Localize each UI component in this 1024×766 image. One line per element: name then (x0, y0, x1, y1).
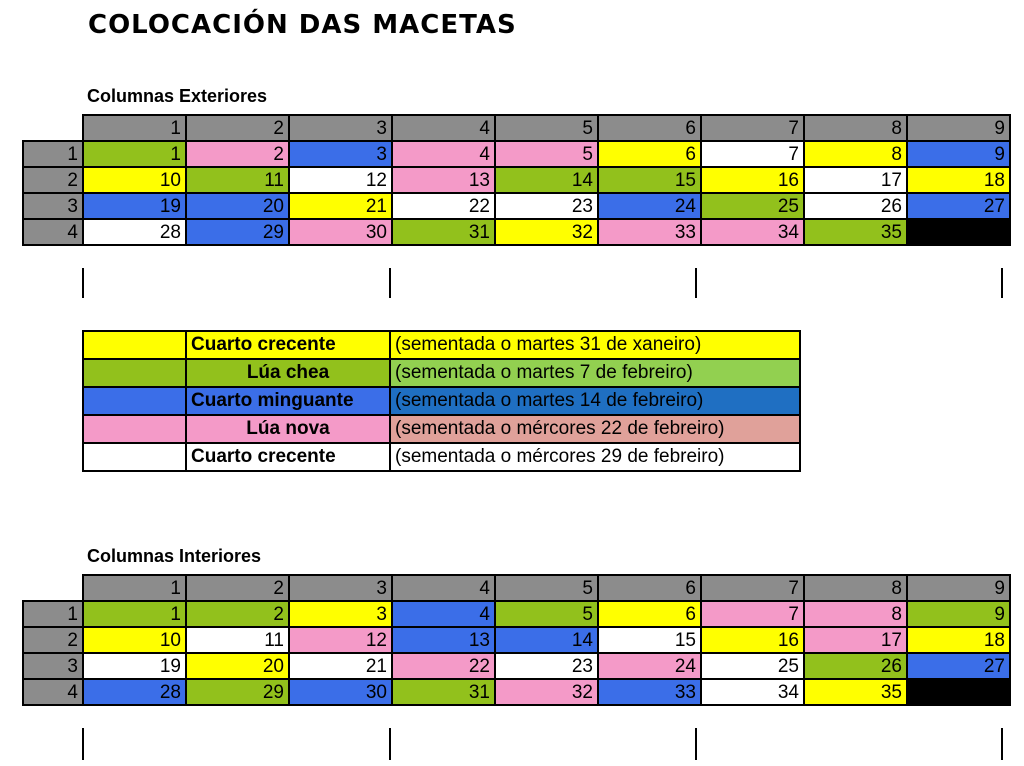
legend-phase-name: Lúa nova (186, 415, 390, 443)
pot-cell: 12 (289, 167, 392, 193)
pot-cell: 15 (598, 167, 701, 193)
legend-row (83, 415, 800, 443)
pot-cell: 10 (83, 167, 186, 193)
pot-cell: 34 (701, 219, 804, 245)
pot-cell: 5 (495, 601, 598, 627)
pot-cell: 26 (804, 193, 907, 219)
pot-cell: 4 (392, 141, 495, 167)
legend-description: (sementada o martes 14 de febreiro) (390, 387, 800, 415)
legend-table (82, 330, 801, 472)
pot-cell: 6 (598, 601, 701, 627)
column-header: 1 (83, 115, 186, 141)
legend-row (83, 443, 800, 471)
row-header: 3 (23, 653, 83, 679)
column-header: 1 (83, 575, 186, 601)
legend-swatch (83, 359, 186, 387)
pot-cell: 5 (495, 141, 598, 167)
column-header: 3 (289, 575, 392, 601)
pot-cell: 21 (289, 193, 392, 219)
pot-cell: 9 (907, 601, 1010, 627)
pot-cell: 17 (804, 167, 907, 193)
column-header: 7 (701, 115, 804, 141)
pot-cell: 29 (186, 679, 289, 705)
pot-cell: 8 (804, 601, 907, 627)
legend-description: (sementada o mércores 22 de febreiro) (390, 415, 800, 443)
exterior-divider-3 (695, 268, 697, 298)
interior-label: Columnas Interiores (87, 546, 262, 566)
exterior-divider-4 (1001, 268, 1003, 298)
pot-cell: 17 (804, 627, 907, 653)
row-header: 4 (23, 219, 83, 245)
legend-swatch (83, 331, 186, 359)
row-header: 3 (23, 193, 83, 219)
legend-row (83, 331, 800, 359)
pot-cell: 31 (392, 219, 495, 245)
pot-cell: 19 (83, 653, 186, 679)
legend-description: (sementada o martes 31 de xaneiro) (390, 331, 800, 359)
row-header: 1 (23, 141, 83, 167)
pot-cell: 21 (289, 653, 392, 679)
grid-corner (23, 575, 83, 601)
column-header: 9 (907, 115, 1010, 141)
legend-phase-name: Cuarto crecente (186, 443, 390, 471)
pot-cell: 14 (495, 627, 598, 653)
interior-divider-3 (695, 728, 697, 760)
column-header: 6 (598, 575, 701, 601)
column-header: 5 (495, 575, 598, 601)
interior-divider-4 (1001, 728, 1003, 760)
pot-cell: 1 (83, 601, 186, 627)
column-header: 8 (804, 575, 907, 601)
pot-cell: 34 (701, 679, 804, 705)
page-title: COLOCACIÓN DAS MACETAS (88, 10, 517, 40)
pot-cell: 27 (907, 193, 1010, 219)
pot-cell: 15 (598, 627, 701, 653)
interior-divider-2 (389, 728, 391, 760)
legend-row (83, 387, 800, 415)
row-header: 1 (23, 601, 83, 627)
pot-cell: 9 (907, 141, 1010, 167)
pot-cell: 25 (701, 653, 804, 679)
legend-phase-name: Cuarto crecente (186, 331, 390, 359)
pot-cell (907, 679, 1010, 705)
pot-cell: 29 (186, 219, 289, 245)
pot-cell: 32 (495, 219, 598, 245)
pot-cell: 23 (495, 193, 598, 219)
pot-cell: 22 (392, 193, 495, 219)
pot-cell: 18 (907, 167, 1010, 193)
column-header: 5 (495, 115, 598, 141)
pot-cell: 30 (289, 679, 392, 705)
pot-cell: 32 (495, 679, 598, 705)
pot-cell: 24 (598, 653, 701, 679)
pot-cell: 14 (495, 167, 598, 193)
pot-cell: 7 (701, 601, 804, 627)
pot-cell: 23 (495, 653, 598, 679)
row-header: 4 (23, 679, 83, 705)
legend-swatch (83, 443, 186, 471)
pot-cell: 20 (186, 193, 289, 219)
column-header: 4 (392, 115, 495, 141)
column-header: 7 (701, 575, 804, 601)
pot-cell: 2 (186, 141, 289, 167)
pot-cell: 30 (289, 219, 392, 245)
column-header: 2 (186, 115, 289, 141)
pot-cell: 1 (83, 141, 186, 167)
pot-cell (907, 219, 1010, 245)
exterior-label: Columnas Exteriores (87, 86, 268, 106)
pot-cell: 16 (701, 627, 804, 653)
legend-phase-name: Cuarto minguante (186, 387, 390, 415)
pot-cell: 33 (598, 679, 701, 705)
pot-cell: 18 (907, 627, 1010, 653)
pot-cell: 7 (701, 141, 804, 167)
legend-phase-name: Lúa chea (186, 359, 390, 387)
pot-cell: 26 (804, 653, 907, 679)
pot-cell: 13 (392, 627, 495, 653)
legend-row (83, 359, 800, 387)
pot-cell: 22 (392, 653, 495, 679)
pot-cell: 35 (804, 679, 907, 705)
legend-swatch (83, 415, 186, 443)
pot-cell: 10 (83, 627, 186, 653)
row-header: 2 (23, 167, 83, 193)
pot-cell: 11 (186, 167, 289, 193)
grid-corner (23, 115, 83, 141)
pot-cell: 2 (186, 601, 289, 627)
pot-cell: 3 (289, 141, 392, 167)
column-header: 3 (289, 115, 392, 141)
column-header: 9 (907, 575, 1010, 601)
pot-cell: 13 (392, 167, 495, 193)
column-header: 2 (186, 575, 289, 601)
column-header: 8 (804, 115, 907, 141)
exterior-divider-2 (389, 268, 391, 298)
pot-cell: 12 (289, 627, 392, 653)
pot-cell: 16 (701, 167, 804, 193)
legend-description: (sementada o martes 7 de febreiro) (390, 359, 800, 387)
pot-cell: 11 (186, 627, 289, 653)
pot-cell: 31 (392, 679, 495, 705)
pot-cell: 8 (804, 141, 907, 167)
pot-cell: 25 (701, 193, 804, 219)
pot-cell: 33 (598, 219, 701, 245)
pot-cell: 35 (804, 219, 907, 245)
column-header: 6 (598, 115, 701, 141)
column-header: 4 (392, 575, 495, 601)
pot-cell: 6 (598, 141, 701, 167)
legend-swatch (83, 387, 186, 415)
pot-cell: 19 (83, 193, 186, 219)
pot-cell: 3 (289, 601, 392, 627)
exterior-grid (22, 114, 1011, 246)
pot-cell: 28 (83, 219, 186, 245)
legend-description: (sementada o mércores 29 de febreiro) (390, 443, 800, 471)
pot-cell: 20 (186, 653, 289, 679)
pot-cell: 24 (598, 193, 701, 219)
interior-divider-1 (82, 728, 84, 760)
pot-cell: 28 (83, 679, 186, 705)
pot-cell: 27 (907, 653, 1010, 679)
pot-cell: 4 (392, 601, 495, 627)
exterior-divider-1 (82, 268, 84, 298)
interior-grid (22, 574, 1011, 706)
row-header: 2 (23, 627, 83, 653)
